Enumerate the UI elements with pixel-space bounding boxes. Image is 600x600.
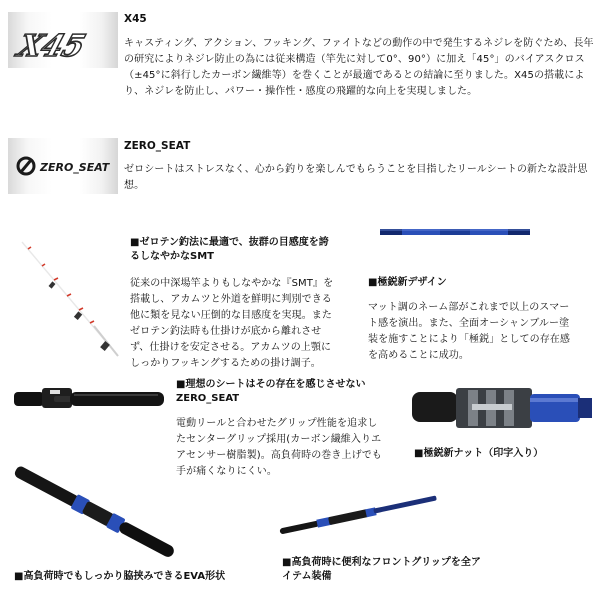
tip-body-line: 搭載し、アカムツと外道を鮮明に判別できる <box>130 294 332 305</box>
x45-body-line: キャスティング、アクション、フッキング、ファイトなどの動作の中で発生するネジレを防ぐため、長年 <box>124 38 594 49</box>
zero-seat-title: ZERO_SEAT <box>124 140 191 152</box>
seat-heading <box>176 378 406 406</box>
rod-tip-photo <box>14 238 124 360</box>
tip-heading-line: るしなやかなSMT <box>130 251 214 262</box>
tip-heading-line: ■ゼロテン釣法に最適で、抜群の目感度を誇 <box>130 237 329 248</box>
design-body-line: ト感を演出。また、全面オーシャンブルー塗 <box>368 318 570 329</box>
seat-body <box>176 416 406 480</box>
zero-seat-logo-plate <box>8 138 118 194</box>
seat-heading-line: ZERO_SEAT <box>176 393 240 404</box>
front-grip-caption-line: ■高負荷時に便利なフロントグリップを全ア <box>282 557 481 568</box>
seat-body-line: アセンサー樹脂製)。高負荷時の巻き上げでも <box>176 450 382 461</box>
x45-logo-plate <box>8 12 118 68</box>
zero-seat-logo-icon <box>8 138 118 194</box>
front-grip-caption <box>282 556 512 584</box>
nut-caption: ■極鋭新ナット（印字入り） <box>414 448 544 459</box>
seat-body-line: 手が痛くなりにくい。 <box>176 466 277 477</box>
seat-body-line: 電動リールと合わせたグリップ性能を追求し <box>176 418 378 429</box>
reel-seat-photo <box>14 376 164 424</box>
nut-photo <box>412 378 592 440</box>
eva-grip-photo <box>14 462 174 568</box>
rod-name-photo <box>380 222 530 242</box>
tip-body-line: 従来の中深場竿よりもしなやかな『SMT』を <box>130 278 334 289</box>
tip-body-line: ず、仕掛けを安定させる。アカムツの上顎に <box>130 342 332 353</box>
design-body <box>368 300 594 364</box>
tip-body-line: 他に類を見ない圧倒的な目感度を実現。また <box>130 310 332 321</box>
tip-body-line: ゼロテン釣法時も仕掛けが底から離れさせ <box>130 326 322 337</box>
zero-seat-body-line: 想。 <box>124 180 145 191</box>
design-heading: ■極鋭新デザイン <box>368 277 447 288</box>
x45-body-line: り、ネジレを防止し、パワー・操作性・感度の飛躍的な向上を実現しました。 <box>124 86 478 97</box>
zero-seat-logo-text: ZERO_SEAT <box>40 161 110 174</box>
design-body-line: マット調のネーム部がこれまで以上のスマー <box>368 302 570 313</box>
x45-body-line: の研究によりネジレ防止の為には従来構造（竿先に対して0°、90°）に加え「45°」のバイアスクロス <box>124 54 585 65</box>
tip-heading <box>130 236 360 264</box>
eva-caption: ■高負荷時でもしっかり脇挟みできるEVA形状 <box>14 571 226 582</box>
tip-body-line: しっかりフッキングするための掛け調子。 <box>130 358 321 369</box>
x45-logo-text: X45 <box>13 28 90 64</box>
seat-heading-line: ■理想のシートはその存在を感じさせない <box>176 379 366 390</box>
x45-title: X45 <box>124 13 147 25</box>
x45-body-line: （±45°に斜行したカーボン繊維等）を巻くことが最適であるとの結論に至りました。X45の搭載によ <box>124 70 585 81</box>
x45-logo-icon <box>8 12 118 68</box>
zero-seat-body <box>124 162 594 194</box>
seat-body-line: たセンターグリップ採用(カーボン繊維入りエ <box>176 434 382 445</box>
zero-seat-body-line: ゼロシートはストレスなく、心から釣りを楽しんでもらうことを目指したリールシートの新たな設計思 <box>124 164 588 175</box>
x45-body <box>124 36 594 100</box>
front-grip-photo <box>278 486 438 542</box>
design-body-line: 装を施すことにより「極鋭」としての存在感 <box>368 334 570 345</box>
front-grip-caption-line: イテム装備 <box>282 571 332 582</box>
design-body-line: を高めることに成功。 <box>368 350 469 361</box>
tip-body <box>130 276 360 372</box>
